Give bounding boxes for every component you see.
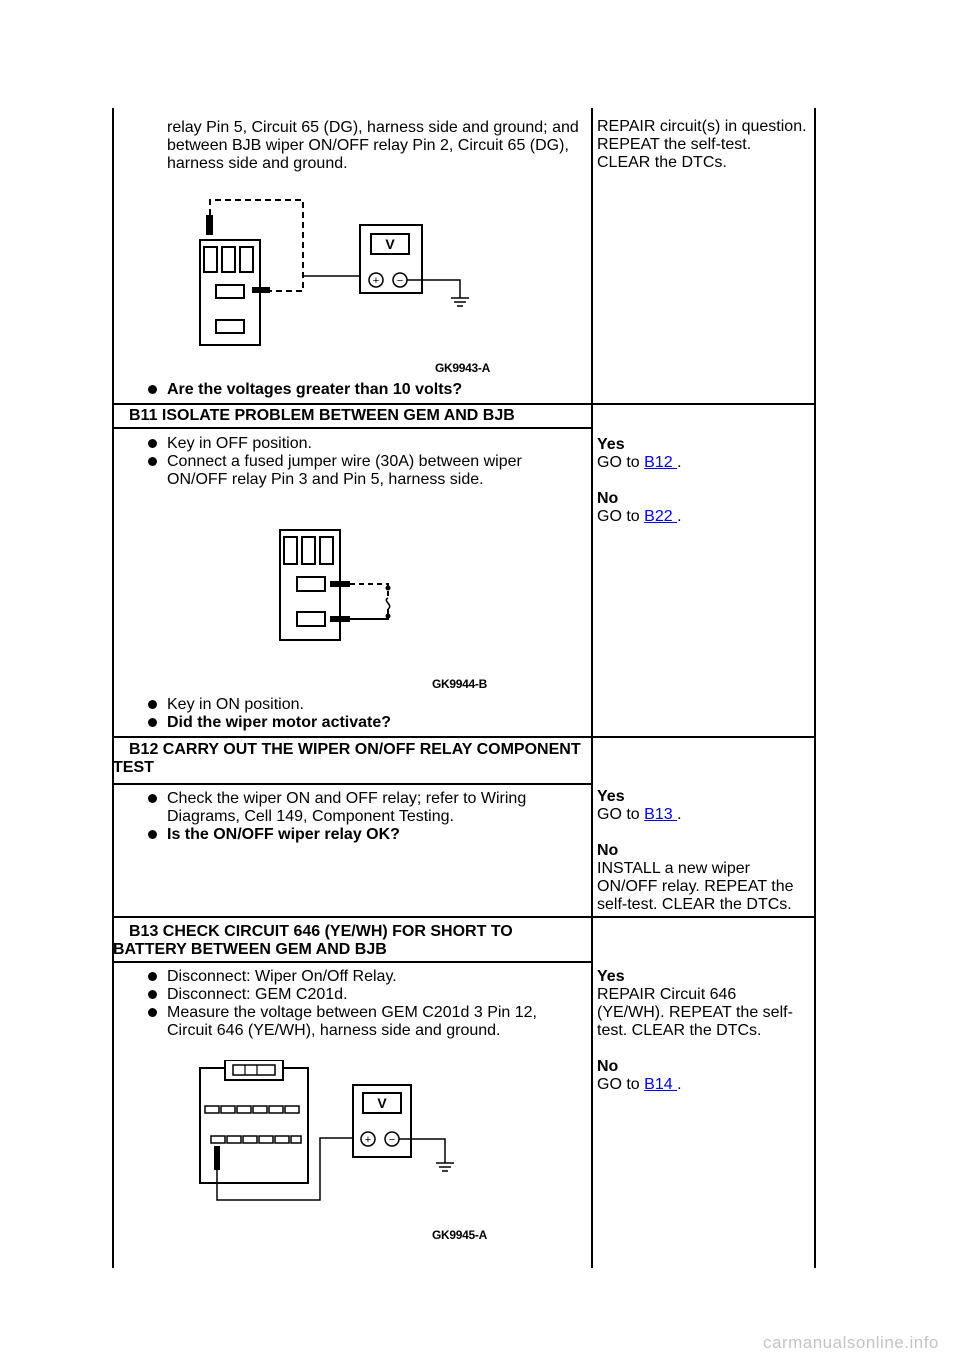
yes-label: Yes (597, 436, 625, 453)
yes-label: Yes (597, 788, 625, 805)
bullet-item: Disconnect: Wiper On/Off Relay. (146, 968, 566, 986)
svg-text:+: + (364, 1134, 372, 1146)
jumper-fuse (386, 598, 389, 609)
text-line: relay Pin 5, Circuit 65 (DG), harness side and ground; and (167, 119, 579, 136)
bullet-item: Check the wiper ON and OFF relay; refer to Wiring Diagrams, Cell 149, Component Testing. (146, 790, 546, 826)
b11-bullets-after (146, 696, 586, 732)
probe-tip (252, 287, 270, 293)
figure-label: GK9945-A (432, 1228, 487, 1242)
question-text: Did the wiper motor activate? (146, 714, 586, 732)
b13-answers (597, 968, 815, 1094)
no-label: No (597, 842, 619, 859)
connector-pin (284, 537, 297, 564)
voltmeter-symbol: V (377, 1095, 387, 1111)
connector-pin (302, 537, 315, 564)
no-label: No (597, 1058, 619, 1075)
svg-text:+: + (372, 275, 380, 287)
probe-tip (214, 1146, 220, 1170)
probe-tip (330, 616, 350, 622)
connector-pin (240, 247, 253, 272)
answer-line: CLEAR the DTCs. (597, 154, 727, 171)
connector-pin (222, 247, 235, 272)
ground-symbol (451, 298, 469, 306)
connector-pin (320, 537, 333, 564)
connector-pin (216, 285, 244, 298)
figure-label: GK9944-B (432, 677, 487, 691)
title-divider (112, 961, 593, 963)
bullet-item: Key in ON position. (146, 696, 586, 714)
table-left-border (112, 108, 114, 1268)
figure-gk9943-a (190, 190, 490, 375)
answer-line: REPAIR circuit(s) in question. (597, 118, 807, 135)
bullet-item: Key in OFF position. (146, 435, 546, 453)
question-text: Are the voltages greater than 10 volts? (146, 381, 591, 399)
b10-continued-text (167, 119, 592, 173)
step-title-b13: B13 CHECK CIRCUIT 646 (YE/WH) FOR SHORT TO BATTERY BETWEEN GEM AND BJB (113, 923, 513, 958)
probe-tip (206, 215, 213, 235)
title-divider (112, 427, 593, 429)
connector-pin (204, 247, 217, 272)
yes-label: Yes (597, 968, 625, 985)
bullet-item: Connect a fused jumper wire (30A) between wiper ON/OFF relay Pin 3 and Pin 5, harness side. (146, 453, 546, 489)
no-action: GO to B14 . (597, 1076, 682, 1093)
no-action: INSTALL a new wiper ON/OFF relay. REPEAT the self-test. CLEAR the DTCs. (597, 860, 794, 913)
yes-action: REPAIR Circuit 646 (YE/WH). REPEAT the self- test. CLEAR the DTCs. (597, 986, 793, 1039)
svg-text:−: − (388, 1134, 396, 1146)
bullet-item: Disconnect: GEM C201d. (146, 986, 566, 1004)
question-text: Is the ON/OFF wiper relay OK? (146, 826, 546, 844)
jumper-wire-dashed (350, 584, 388, 598)
table-mid-border (591, 108, 593, 1268)
answer-line: REPEAT the self-test. (597, 136, 752, 153)
svg-text:−: − (396, 275, 404, 287)
yes-action: GO to B13 . (597, 806, 682, 823)
connector-pin-row-lower (211, 1136, 301, 1143)
b13-bullets (146, 968, 566, 1040)
figure-label: GK9943-A (435, 361, 490, 375)
jumper-wire (350, 609, 388, 619)
link-b22[interactable]: B22 (644, 508, 678, 525)
link-b13[interactable]: B13 (644, 806, 678, 823)
b11-bullets (146, 435, 546, 489)
ground-symbol (436, 1163, 454, 1171)
figure-gk9944-b (270, 525, 410, 645)
probe-tip (330, 581, 350, 587)
step-title-b11: B11 ISOLATE PROBLEM BETWEEN GEM AND BJB (129, 407, 515, 424)
b11-answers (597, 436, 815, 526)
connector-pin (297, 612, 325, 626)
yes-action: GO to B12 . (597, 454, 682, 471)
watermark: carmanualsonline.info (763, 1333, 939, 1352)
text-line: harness side and ground. (167, 155, 348, 172)
link-b12[interactable]: B12 (644, 454, 678, 471)
row-divider (112, 916, 816, 918)
link-b14[interactable]: B14 (644, 1076, 678, 1093)
no-label: No (597, 490, 619, 507)
b12-answers (597, 788, 815, 914)
title-divider (112, 783, 593, 785)
bullet-item: Measure the voltage between GEM C201d 3 Pin 12, Circuit 646 (YE/WH), harness side and ground. (146, 1004, 566, 1040)
no-action: GO to B22 . (597, 508, 682, 525)
row-divider (112, 403, 816, 405)
connector-pin (297, 577, 325, 591)
table-right-border (814, 108, 816, 1268)
connector-pin (216, 320, 244, 333)
step-title-b12: B12 CARRY OUT THE WIPER ON/OFF RELAY COMPONENT TEST (113, 741, 581, 776)
voltmeter-symbol: V (385, 236, 395, 252)
b10-question-list (146, 381, 591, 399)
row-divider (112, 736, 816, 738)
figure-gk9945-a (195, 1060, 475, 1215)
b10-answer (597, 118, 815, 172)
text-line: between BJB wiper ON/OFF relay Pin 2, Circuit 65 (DG), (167, 137, 569, 154)
b12-bullets (146, 790, 546, 844)
